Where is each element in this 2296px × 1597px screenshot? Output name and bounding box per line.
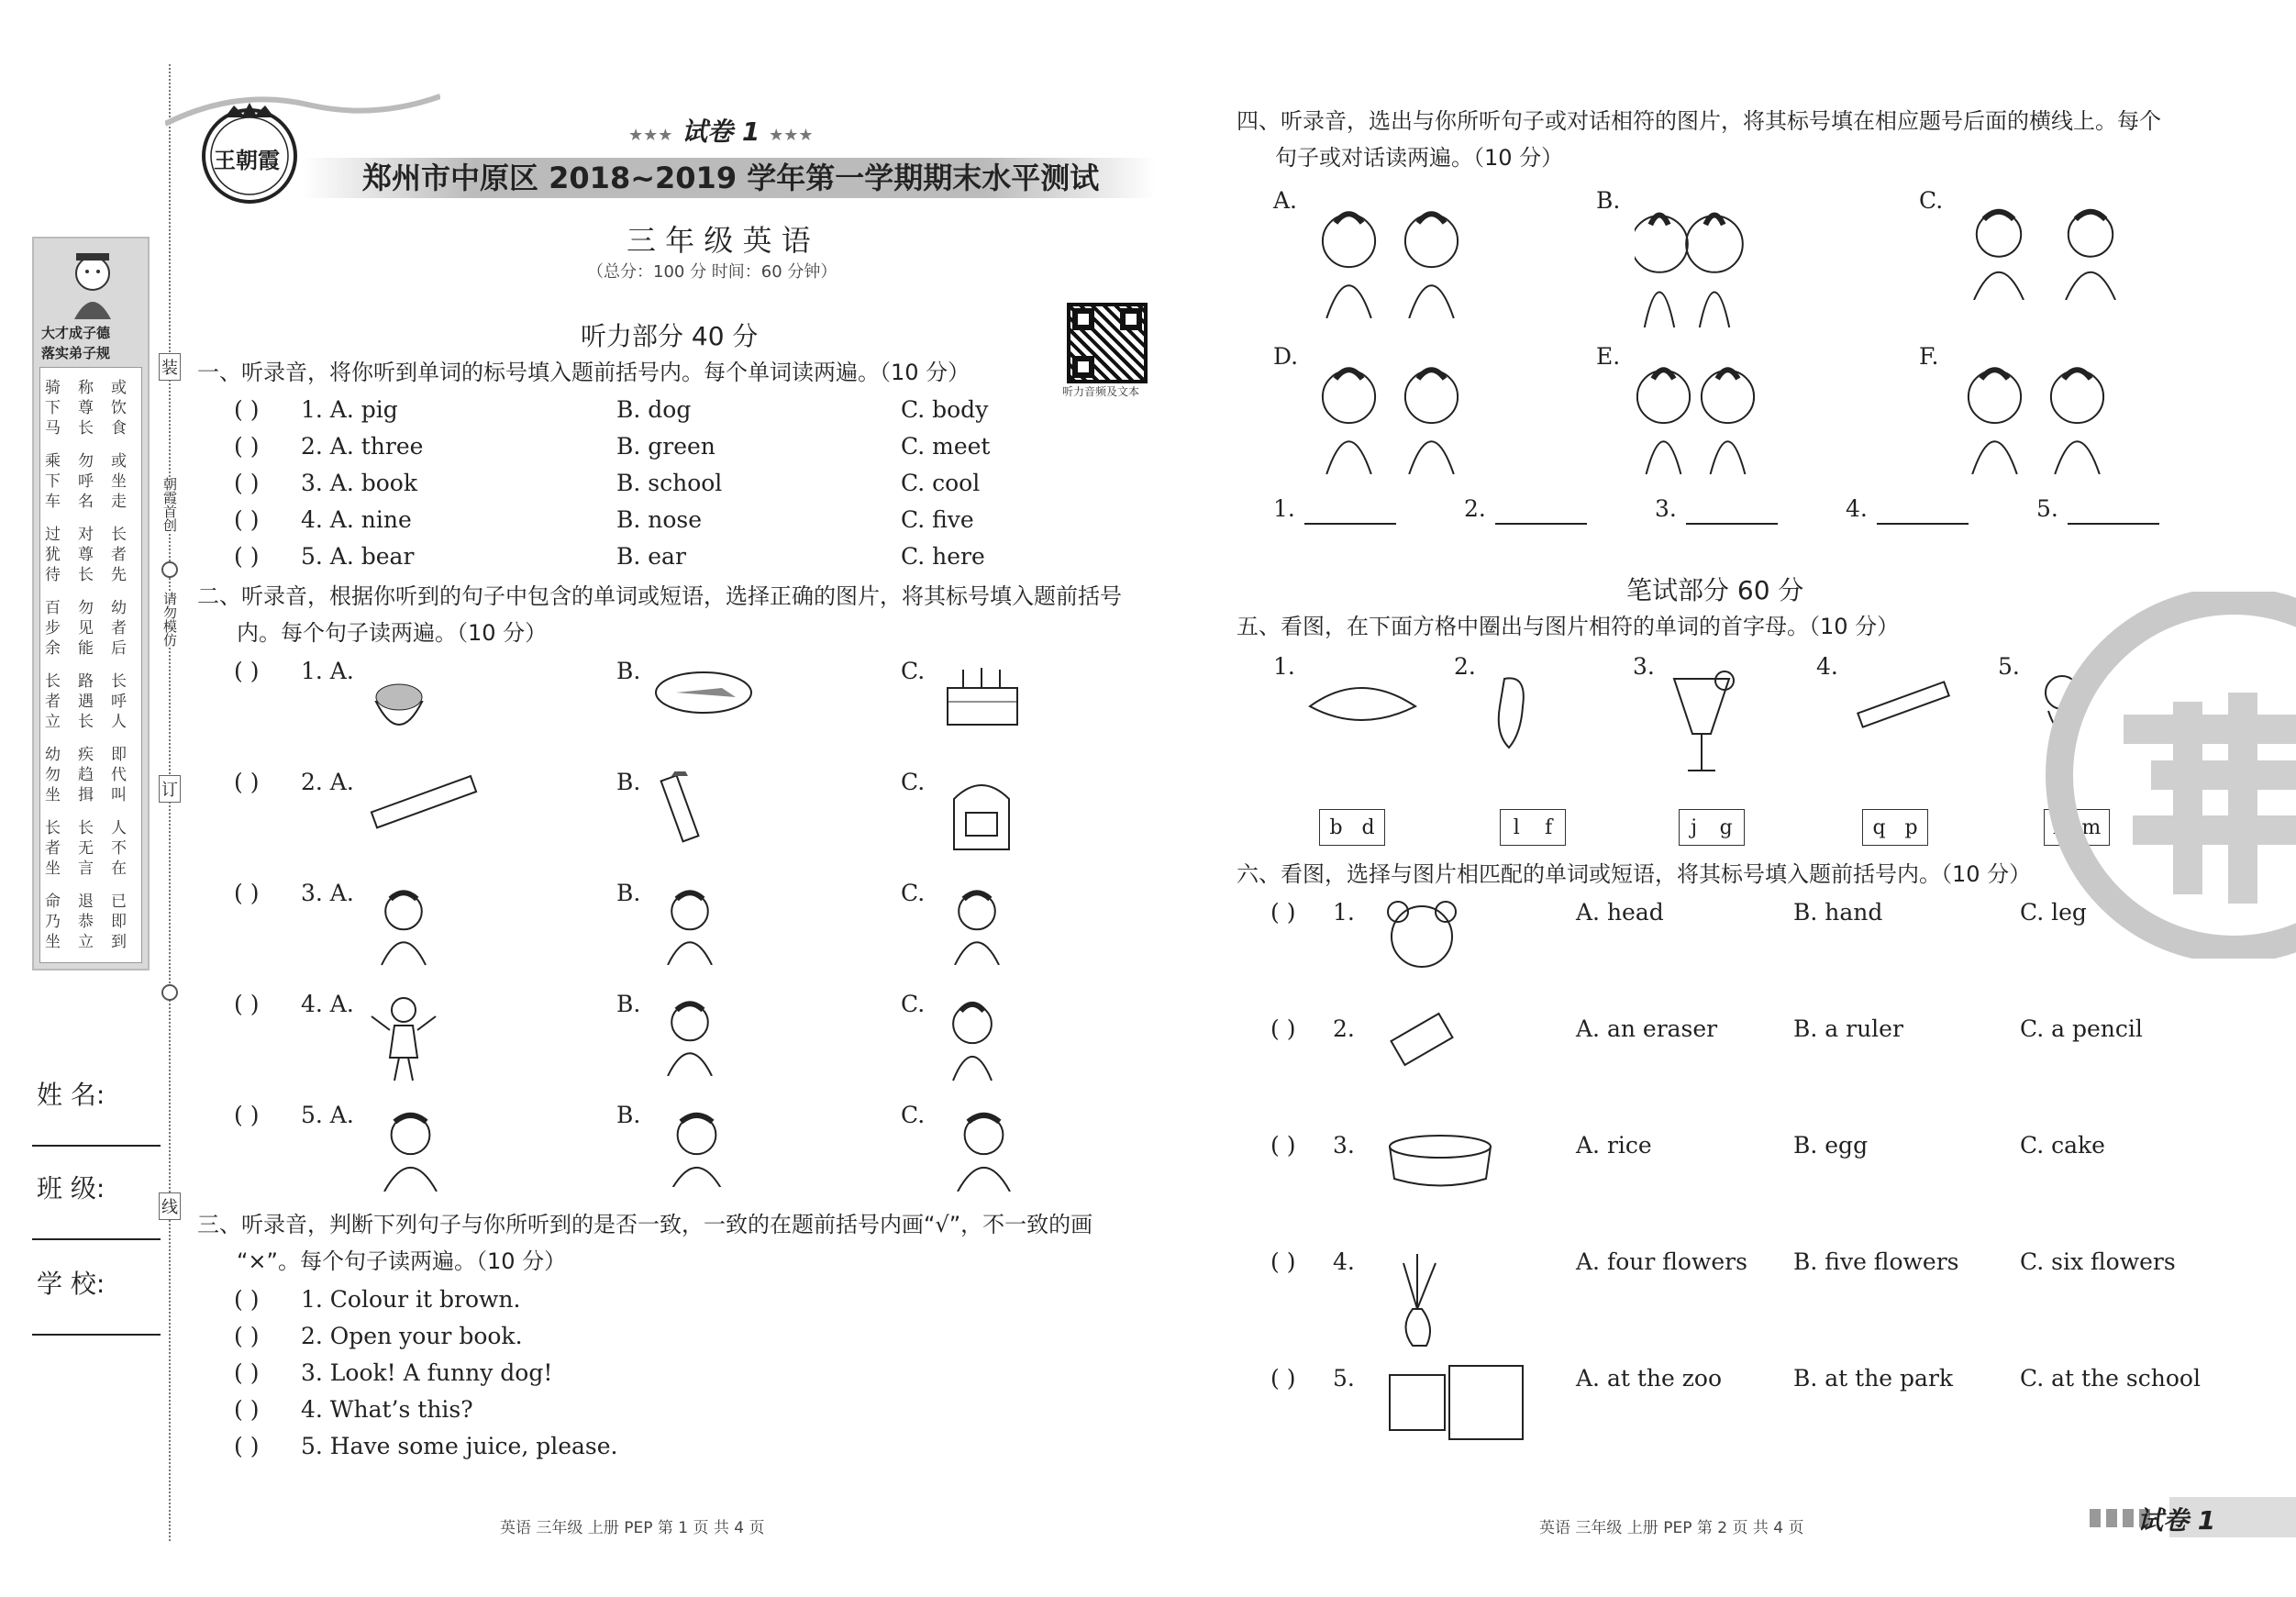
motto-char: 在 — [111, 859, 127, 878]
item-picture — [1385, 1245, 1449, 1350]
letter-choice[interactable]: q — [1872, 815, 1886, 839]
motto-char: 勿 — [45, 766, 61, 784]
answer-bracket[interactable]: ( ) — [234, 470, 260, 496]
motto-char: 幼 — [45, 746, 61, 764]
motto-char: 叫 — [111, 786, 127, 804]
picture-b — [653, 882, 727, 965]
motto-char: 坐 — [45, 859, 61, 878]
scene-picture — [1958, 199, 2141, 300]
letter-choice[interactable]: n — [2052, 815, 2066, 839]
picture-label: C. — [1919, 187, 1944, 214]
answer-bracket[interactable]: ( ) — [234, 543, 260, 570]
item-option-a: 5. A. bear — [301, 543, 415, 570]
item-label-c: C. — [901, 991, 926, 1017]
answer-bracket[interactable]: ( ) — [234, 1102, 260, 1128]
item-option-c: C. meet — [901, 433, 991, 460]
answer-bracket[interactable]: ( ) — [234, 658, 260, 684]
section-5-instructions: 五、看图，在下面方格中圈出与图片相符的单词的首字母。（10 分） — [1237, 614, 1900, 639]
motto-char: 尊 — [78, 546, 94, 564]
item-label-a: 1. A. — [301, 658, 354, 684]
motto-char: 长 — [45, 819, 61, 837]
subject-title: 三 年 级 英 语 — [627, 223, 811, 258]
blank-number: 5. — [2036, 495, 2058, 522]
motto-char: 勿 — [78, 599, 94, 617]
item-label-a: 4. A. — [301, 991, 354, 1017]
answer-blank[interactable] — [1464, 494, 1587, 525]
motto-char: 即 — [111, 913, 127, 931]
answer-blank[interactable] — [1655, 494, 1778, 525]
letter-choice[interactable]: m — [2081, 815, 2102, 839]
motto-char: 路 — [78, 672, 94, 691]
motto-line-2: 落实弟子规 — [41, 345, 111, 361]
paper-badge-label: 试卷 1 — [682, 116, 760, 147]
section-2-instructions-2: 内。每个句子读两遍。（10 分） — [237, 620, 548, 646]
motto-char: 长 — [78, 819, 94, 837]
blank-line[interactable] — [2068, 505, 2159, 525]
section-3-instructions-2: “×”。每个句子读两遍。（10 分） — [237, 1248, 567, 1274]
picture-c — [940, 660, 1023, 729]
motto-char: 坐 — [45, 933, 61, 951]
statement-text: 1. Colour it brown. — [301, 1286, 521, 1313]
section-4-instructions-1: 四、听录音，选出与你所听句子或对话相符的图片，将其标号填在相应题号后面的横线上。每个 — [1237, 108, 2161, 134]
item-option-b: B. dog — [616, 396, 692, 423]
exam-info: （总分：100 分 时间：60 分钟） — [587, 262, 837, 282]
mascot-icon — [61, 248, 124, 321]
binding-mark-bottom: 线 — [159, 1192, 181, 1220]
qr-code[interactable] — [1067, 303, 1148, 383]
motto-line-1: 大才成子德 — [41, 325, 111, 341]
letter-choice[interactable]: l — [1513, 815, 1520, 839]
section-2-instructions-1: 二、听录音，根据你听到的句子中包含的单词或短语，选择正确的图片，将其标号填入题前括号 — [197, 583, 1122, 609]
scene-picture — [1635, 199, 1745, 327]
option-a: A. at the zoo — [1576, 1365, 1723, 1392]
item-option-b: B. school — [616, 470, 723, 496]
motto-char: 到 — [111, 933, 127, 951]
exam-title: 郑州市中原区 2018~2019 学年第一学期期末水平测试 — [362, 161, 1100, 195]
motto-char: 代 — [111, 766, 127, 784]
motto-char: 余 — [45, 639, 61, 658]
answer-bracket[interactable]: ( ) — [234, 769, 260, 795]
picture-number: 4. — [1816, 653, 1838, 680]
blank-line[interactable] — [1877, 505, 1969, 525]
statement-text: 2. Open your book. — [301, 1323, 523, 1349]
option-c: C. leg — [2020, 899, 2087, 926]
picture-c — [940, 771, 1027, 854]
qr-finder-1 — [1072, 308, 1094, 330]
motto-char: 饮 — [111, 399, 127, 417]
motto-char: 幼 — [111, 599, 127, 617]
answer-bracket[interactable]: ( ) — [234, 433, 260, 460]
badge-stars-left: ★★★ — [628, 126, 673, 145]
answer-blank[interactable] — [2036, 494, 2159, 525]
option-b: B. at the park — [1793, 1365, 1954, 1392]
name-field[interactable] — [32, 1125, 161, 1147]
motto-char: 或 — [111, 379, 127, 397]
motto-char: 犹 — [45, 546, 61, 564]
word-picture — [1486, 670, 1550, 761]
scene-picture — [1958, 355, 2123, 474]
item-label-c: C. — [901, 1102, 926, 1128]
motto-char: 见 — [78, 619, 94, 638]
item-label-b: B. — [616, 880, 641, 906]
motto-char: 命 — [45, 893, 61, 911]
motto-char: 长 — [111, 526, 127, 544]
item-label-b: B. — [616, 769, 641, 795]
blank-number: 4. — [1846, 495, 1868, 522]
statement-text: 3. Look! A funny dog! — [301, 1359, 553, 1386]
motto-char: 无 — [78, 839, 94, 858]
item-option-c: C. here — [901, 543, 985, 570]
letter-choice[interactable]: g — [1719, 815, 1733, 839]
picture-a — [367, 660, 436, 729]
footer-left: 英语 三年级 上册 PEP 第 1 页 共 4 页 — [500, 1519, 765, 1537]
answer-bracket[interactable]: ( ) — [234, 1286, 260, 1313]
letter-choice[interactable]: p — [1904, 815, 1918, 839]
letter-choice[interactable]: j — [1691, 815, 1698, 839]
motto-char: 者 — [111, 546, 127, 564]
brand-logo-text: 王朝霞 — [214, 148, 280, 173]
motto-char: 先 — [111, 566, 127, 584]
item-label-a: 5. A. — [301, 1102, 354, 1128]
motto-char: 或 — [111, 452, 127, 471]
motto-char: 走 — [111, 493, 127, 511]
item-number: 5. — [1333, 1365, 1355, 1392]
motto-char: 待 — [45, 566, 61, 584]
blank-number: 2. — [1464, 495, 1486, 522]
answer-bracket[interactable]: ( ) — [234, 1359, 260, 1386]
motto-char: 者 — [45, 839, 61, 858]
writing-heading: 笔试部分 60 分 — [1626, 575, 1804, 605]
header-swoosh — [165, 87, 440, 142]
option-a: A. four flowers — [1576, 1248, 1747, 1275]
motto-char: 人 — [111, 713, 127, 731]
picture-b — [653, 993, 727, 1076]
answer-bracket[interactable]: ( ) — [1270, 1015, 1296, 1042]
letter-choice[interactable]: d — [1361, 815, 1375, 839]
item-label-b: B. — [616, 658, 641, 684]
motto-char: 乃 — [45, 913, 61, 931]
binding-text-1: 朝霞首创 — [161, 477, 178, 532]
answer-bracket[interactable]: ( ) — [234, 880, 260, 906]
class-field[interactable] — [32, 1218, 161, 1240]
motto-char: 坐 — [45, 786, 61, 804]
motto-char: 呼 — [78, 472, 94, 491]
motto-char: 疾 — [78, 746, 94, 764]
picture-number: 1. — [1273, 653, 1295, 680]
motto-char: 过 — [45, 526, 61, 544]
blank-number: 1. — [1273, 495, 1295, 522]
item-picture — [1385, 1128, 1500, 1197]
answer-bracket[interactable]: ( ) — [234, 506, 260, 533]
blank-number: 3. — [1655, 495, 1677, 522]
item-number: 2. — [1333, 1015, 1355, 1042]
binding-line — [169, 64, 171, 1541]
item-label-b: B. — [616, 991, 641, 1017]
item-label-a: 2. A. — [301, 769, 354, 795]
picture-label: D. — [1273, 343, 1299, 370]
motto-char: 即 — [111, 746, 127, 764]
motto-char: 揖 — [78, 786, 94, 804]
badge-stars-right: ★★★ — [769, 126, 814, 145]
school-field[interactable] — [32, 1314, 161, 1336]
word-picture — [1848, 670, 1958, 734]
answer-bracket[interactable]: ( ) — [1270, 1365, 1296, 1392]
item-picture — [1385, 1012, 1459, 1067]
item-label-a: 3. A. — [301, 880, 354, 906]
picture-a — [367, 771, 482, 831]
motto-char: 呼 — [111, 693, 127, 711]
motto-panel — [32, 237, 150, 970]
motto-char: 百 — [45, 599, 61, 617]
qr-caption: 听力音频及文本 — [1062, 385, 1140, 398]
item-picture — [1385, 895, 1459, 978]
motto-char: 勿 — [78, 452, 94, 471]
motto-char: 言 — [78, 859, 94, 878]
answer-bracket[interactable]: ( ) — [1270, 899, 1296, 926]
letter-box — [1319, 809, 1385, 846]
option-c: C. at the school — [2020, 1365, 2201, 1392]
picture-a — [367, 1104, 459, 1192]
blank-line[interactable] — [1495, 505, 1587, 525]
motto-char: 后 — [111, 639, 127, 658]
motto-char: 坐 — [111, 472, 127, 491]
footer-tag: 试卷 1 — [2137, 1505, 2216, 1536]
letter-choice[interactable]: f — [1545, 815, 1553, 839]
word-picture — [1665, 670, 1738, 775]
item-option-a: 4. A. nine — [301, 506, 412, 533]
scene-picture — [1312, 199, 1477, 318]
name-label: 姓 名: — [37, 1080, 105, 1110]
answer-bracket[interactable]: ( ) — [234, 1433, 260, 1459]
motto-char: 恭 — [78, 913, 94, 931]
item-number: 1. — [1333, 899, 1355, 926]
picture-label: E. — [1596, 343, 1621, 370]
motto-char: 称 — [78, 379, 94, 397]
motto-char: 步 — [45, 619, 61, 638]
option-a: A. head — [1576, 899, 1664, 926]
section-1-instructions: 一、听录音，将你听到单词的标号填入题前括号内。每个单词读两遍。（10 分） — [197, 360, 971, 385]
picture-c — [940, 882, 1014, 965]
motto-char: 人 — [111, 819, 127, 837]
item-option-b: B. green — [616, 433, 715, 460]
blank-line[interactable] — [1686, 505, 1778, 525]
picture-b — [653, 660, 754, 715]
class-label: 班 级: — [37, 1173, 105, 1203]
answer-bracket[interactable]: ( ) — [1270, 1132, 1296, 1159]
answer-bracket[interactable]: ( ) — [234, 1323, 260, 1349]
option-c: C. cake — [2020, 1132, 2105, 1159]
picture-label: B. — [1596, 187, 1621, 214]
item-label-b: B. — [616, 1102, 641, 1128]
binding-strip — [0, 0, 183, 1597]
option-c: C. six flowers — [2020, 1248, 2176, 1275]
picture-c — [940, 993, 1004, 1085]
item-option-a: 3. A. book — [301, 470, 418, 496]
picture-b — [653, 771, 717, 845]
school-label: 学 校: — [37, 1269, 105, 1299]
picture-a — [367, 993, 440, 1085]
motto-char: 退 — [78, 893, 94, 911]
motto-char: 骑 — [45, 379, 61, 397]
blank-line[interactable] — [1304, 505, 1396, 525]
answer-bracket[interactable]: ( ) — [1270, 1248, 1296, 1275]
item-option-c: C. five — [901, 506, 974, 533]
motto-char: 乘 — [45, 452, 61, 471]
picture-number: 3. — [1633, 653, 1655, 680]
motto-char: 食 — [111, 419, 127, 438]
answer-bracket[interactable]: ( ) — [234, 1396, 260, 1423]
motto-char: 遇 — [78, 693, 94, 711]
motto-char: 者 — [45, 693, 61, 711]
motto-char: 趋 — [78, 766, 94, 784]
item-option-b: B. ear — [616, 543, 686, 570]
binding-circle-1 — [161, 561, 178, 578]
item-option-a: 2. A. three — [301, 433, 424, 460]
option-a: A. an eraser — [1576, 1015, 1718, 1042]
paper-badge — [628, 112, 814, 149]
binding-circle-2 — [161, 984, 178, 1001]
letter-box — [1500, 809, 1566, 846]
footer-right: 英语 三年级 上册 PEP 第 2 页 共 4 页 — [1539, 1519, 1804, 1537]
item-label-c: C. — [901, 769, 926, 795]
item-option-c: C. cool — [901, 470, 981, 496]
motto-grid — [45, 374, 140, 961]
letter-box — [1679, 809, 1745, 846]
picture-label: F. — [1919, 343, 1939, 370]
letter-choice[interactable]: b — [1329, 815, 1343, 839]
motto-char: 长 — [45, 672, 61, 691]
option-b: B. egg — [1793, 1132, 1869, 1159]
word-picture — [1305, 670, 1425, 734]
letter-box — [1862, 809, 1928, 846]
item-picture — [1385, 1361, 1532, 1448]
binding-mark-mid: 订 — [159, 775, 181, 803]
scene-picture — [1635, 355, 1763, 474]
answer-blank[interactable] — [1846, 494, 1969, 525]
picture-label: A. — [1273, 187, 1298, 214]
answer-bracket[interactable]: ( ) — [234, 396, 260, 423]
option-b: B. five flowers — [1793, 1248, 1959, 1275]
motto-char: 车 — [45, 493, 61, 511]
motto-char: 下 — [45, 472, 61, 491]
motto-char: 尊 — [78, 399, 94, 417]
option-b: B. hand — [1793, 899, 1883, 926]
section-6-instructions: 六、看图，选择与图片相匹配的单词或短语，将其标号填入题前括号内。（10 分） — [1237, 861, 2032, 887]
secret-seal-watermark — [2023, 592, 2296, 959]
scene-picture — [1312, 355, 1477, 474]
statement-text: 4. What’s this? — [301, 1396, 473, 1423]
item-option-a: 1. A. pig — [301, 396, 398, 423]
binding-mark-top: 装 — [159, 353, 181, 381]
qr-finder-2 — [1120, 308, 1142, 330]
motto-char: 长 — [111, 672, 127, 691]
answer-bracket[interactable]: ( ) — [234, 991, 260, 1017]
motto-char: 能 — [78, 639, 94, 658]
item-label-c: C. — [901, 880, 926, 906]
option-c: C. a pencil — [2020, 1015, 2143, 1042]
motto-char: 者 — [111, 619, 127, 638]
motto-char: 立 — [45, 713, 61, 731]
section-4-instructions-2: 句子或对话读两遍。（10 分） — [1275, 145, 1564, 171]
picture-a — [367, 882, 440, 970]
listening-heading: 听力部分 40 分 — [581, 321, 759, 351]
motto-char: 长 — [78, 566, 94, 584]
motto-char: 马 — [45, 419, 61, 438]
item-number: 4. — [1333, 1248, 1355, 1275]
motto-char: 对 — [78, 526, 94, 544]
motto-char: 长 — [78, 713, 94, 731]
item-option-c: C. body — [901, 396, 989, 423]
item-option-b: B. nose — [616, 506, 703, 533]
motto-char: 名 — [78, 493, 94, 511]
answer-blank[interactable] — [1273, 494, 1396, 525]
option-b: B. a ruler — [1793, 1015, 1903, 1042]
qr-finder-3 — [1072, 356, 1094, 378]
statement-text: 5. Have some juice, please. — [301, 1433, 618, 1459]
section-3-instructions-1: 三、听录音，判断下列句子与你所听到的是否一致，一致的在题前括号内画“√”，不一致的画 — [197, 1212, 1093, 1237]
motto-char: 不 — [111, 839, 127, 858]
motto-char: 立 — [78, 933, 94, 951]
picture-c — [940, 1104, 1027, 1192]
motto-char: 已 — [111, 893, 127, 911]
picture-number: 5. — [1998, 653, 2020, 680]
binding-text-2: 请勿模仿 — [161, 592, 178, 647]
motto-char: 下 — [45, 399, 61, 417]
motto-char: 长 — [78, 419, 94, 438]
item-number: 3. — [1333, 1132, 1355, 1159]
item-label-c: C. — [901, 658, 926, 684]
option-a: A. rice — [1576, 1132, 1652, 1159]
picture-b — [653, 1104, 740, 1187]
picture-number: 2. — [1454, 653, 1476, 680]
